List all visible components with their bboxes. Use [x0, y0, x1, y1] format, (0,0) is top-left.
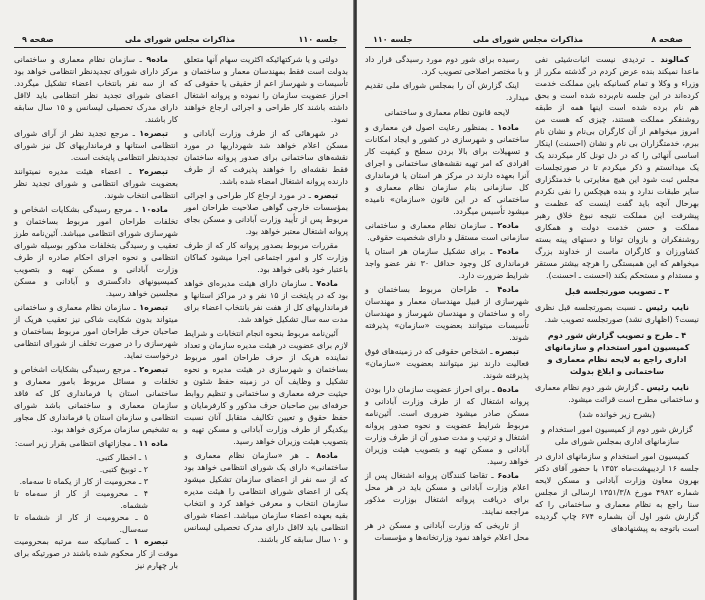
article-label: ماده۲	[497, 221, 519, 230]
article-label: نایب رئیس	[645, 303, 689, 312]
paragraph-text: گزارش شور دوم از کمیسیون امور استخدام و سازمانهای اداری بمجلس شورای ملی	[541, 425, 693, 446]
paragraph-text: ـ اشخاص حقوقی که در زمینه‌های فوق فعالیت دارند نیز میتوانند بعضویت «سازمان» پذیرفته شوند.	[365, 347, 529, 380]
paragraph-text: مقررات مربوط بصدور پروانه کار که از طرف وزارت کار و امور اجتماعی اجرا میشود کماکان باعتبار خود باقی خواهد بود.	[184, 241, 348, 274]
paragraph-text: از تاریخی که وزارت آبادانی و مسکن در هر محل اعلام خواهد نمود وزارتخانه‌ها و مؤسسات	[365, 521, 529, 542]
paragraph-text: ـ مرجع تجدید نظر از آرای شورای انتظامی استانها و فرمانداریهای کل نیز شورای تجدیدنظر انتظامی پایتخت است.	[14, 129, 178, 162]
paragraph	[365, 122, 529, 218]
page-header	[14, 33, 346, 48]
paragraph	[184, 190, 348, 238]
paragraph	[535, 382, 699, 406]
article-label: ماده۶	[497, 471, 519, 480]
article-label: تبصره۱	[139, 129, 168, 138]
paragraph-text: ـ سازمان دارای هیئت مدیره‌ای خواهد بود که در پایتخت از ۱۵ نفر و در مراکز استانها و فرمانداریهای کل از هفت نفر بانتخاب اعضاء برای مدت سه سال تشکیل خواهد شد.	[184, 279, 349, 324]
paragraph-text: ـ طراحان مربوط بساختمان و شهرسازی از قبیل مهندسان معمار و مهندسان راه و ساختمان و مهندسان شهرساز و مهندسان تأسیسات میتوانند بعضویت «سازمان» پذیرفته شوند.	[365, 285, 529, 342]
paragraph-text: ـ سازمان نظام معماری و ساختمانی مرکز دارای شورای تجدیدنظر انتظامی خواهد بود که از سه نفر بانتخاب اعضاء تشکیل میگردد. اعضای شورای تجدید نظر انتظامی باید لااقل دارای مدرک تحصیلی لیسانس و ۱۵ سال سابقه کار باشند.	[14, 55, 178, 124]
paragraph	[14, 302, 178, 362]
page-header	[365, 33, 691, 48]
right-page	[357, 0, 705, 600]
paragraph	[14, 204, 178, 300]
session-number: جلسه ۱۱۰	[298, 35, 338, 44]
text-column-left	[14, 54, 178, 574]
paragraph	[184, 328, 348, 448]
list-item	[14, 476, 178, 488]
paragraph-text: ـ سازمان نظام معماری و ساختمانی سازمانی است مستقل و دارای شخصیت حقوقی.	[365, 221, 529, 242]
list-item	[14, 488, 178, 512]
article-label: تبصره۲	[139, 365, 168, 374]
paragraph	[365, 384, 529, 468]
centered-caption	[365, 107, 529, 119]
paragraph	[365, 54, 529, 78]
paragraph	[14, 166, 178, 202]
article-label: ماده۳	[497, 247, 519, 256]
article-label: نایب رئیس	[646, 383, 690, 392]
paragraph-text: ـ مرجع رسیدگی بشکایات اشخاص و تخلفات و مسائل مربوط بامور معماری و ساختمانی استان یا فرمانداری کل که فاقد سازمان معماری و ساختمانی باشد شورای انتظامی و سازمان استان یا فرمانداری کل مجاور به تشخیص سازمان مرکزی خواهد بود.	[14, 365, 178, 434]
paragraph-text: رسیده برای شور دوم مورد رسیدگی قرار داد و با مختصر اصلاحی تصویب کرد.	[365, 55, 529, 76]
paragraph-text: ـ مرجع رسیدگی بشکایات اشخاص و تخلفات طراحان امور مربوط بساختمان و شهرسازی شورای انتظامی میباشد. آئین‌نامه طرز تعقیب و رسیدگی بتخلفات مذکور بوسیله شورای انتظامی و نحوه اجرای احکام صادره از طرف وزارت آبادانی و مسکن تهیه و بتصویب کمیسیونهای دادگستری و آبادانی و مسکن مجلسین خواهد رسید.	[14, 205, 178, 298]
paragraph-text: دولتی و یا شرکتهائیکه اکثریت سهام آنها متعلق بدولت است فقط بمهندسان معمار و ساختمان و تأسیسات و شهرساز اعم از حقیقی یا حقوقی که احراز عضویت سازمان را نموده و پروانه اشتغال داشته باشند کار طراحی و اجرائی ارجاع خواهند نمود.	[184, 55, 348, 124]
paragraph	[365, 346, 529, 382]
paragraph	[184, 128, 348, 188]
article-label: ماده۸	[316, 451, 338, 460]
article-label: کمالوند	[660, 55, 689, 64]
paragraph	[14, 536, 178, 572]
paragraph-text: در شهرهائی که از طرف وزارت آبادانی و مسکن اعلام خواهد شد شهرداریها در مورد نقشه‌های ساختمانی برای صدور پروانه ساختمان فقط نقشه‌ای را خواهند پذیرفت که از طرف دارنده پروانه اشتغال امضاء شده باشد.	[184, 129, 348, 186]
article-label: تبصره	[495, 347, 519, 356]
paragraph-text: (بشرح زیر خوانده شد)	[578, 410, 656, 419]
paragraph-text: آئین‌نامه مربوط بنحوه انجام انتخابات و شرایط لازم برای عضویت در هیئت مدیره سازمان و تعداد نماینده هریک از حرف طراحان امور مربوط بساختمان و شهرسازی در هیئت مدیره و نحوه تشکیل و وظایف آن در زمینه حفظ شئون و حیثیت حرفه معماری و ساختمانی و تنظیم روابط حرفه‌ای بین صاحبان حرف مذکور و کارفرمایان و حفظ حقوق و تعیین تکالیف متقابل آنان نسبت بیکدیگر از طرف وزارت آبادانی و مسکن تهیه و بتصویب هیئت وزیران خواهد رسید.	[184, 329, 348, 446]
text-column-left	[365, 54, 529, 546]
section-heading	[535, 286, 699, 298]
text-column-right	[184, 54, 348, 548]
paragraph-text: ۳ ـ تصویب صورتجلسه قبل	[564, 287, 670, 296]
paragraph	[184, 54, 348, 126]
paragraph	[365, 520, 529, 544]
centered-caption	[535, 409, 699, 421]
paragraph-text: ـ اعضاء هیئت مدیره نمیتوانند بعضویت شورای انتظامی و شورای تجدید نظر انتظامی انتخاب شوند.	[14, 167, 178, 200]
paragraph-text: ـ سازمان نظام معماری و ساختمانی میتواند بدون شکایت شاکی نیز تعقیب هریک از صاحبان حرف طراحان امور مربوط بساختمان و شهرسازی را در صورت تخلف از شورای انتظامی درخواست نماید.	[14, 303, 178, 360]
paragraph	[14, 438, 178, 450]
paragraph-text: ـ کسانیکه سه مرتبه بمحرومیت موقت از کار محکوم شده باشند در صورتیکه برای بار چهارم نیز	[14, 537, 178, 570]
page-number: صفحه ۹	[22, 35, 54, 44]
article-label: ماده ۱۱	[138, 439, 168, 448]
running-title: مذاکرات مجلس شورای ملی	[124, 35, 236, 44]
paragraph	[365, 246, 529, 282]
paragraph-text: ۱ ـ اخطار کتبی.	[95, 453, 148, 462]
page-number: صفحه ۸	[651, 35, 683, 44]
paragraph	[535, 54, 699, 282]
section-heading	[535, 330, 699, 378]
paragraph-text: کمیسیون امور استخدام و سازمانهای اداری در جلسه ۱۶ اردیبهشت‌ماه ۱۳۵۲ با حضور آقای دکتر بهرون معاون وزارت آبادانی و مسکن لایحه شماره ۴۹۸۲ مورخ ۱۳۵۱/۳/۸ ارسالی از مجلس سنا راجع به نظام معماری و ساختمانی را که گزارش شور اول آن بشماره ۶۷۴ چاپ گردیده است باتوجه به پیشنهادهای	[535, 452, 700, 533]
paragraph	[184, 278, 348, 326]
paragraph-text: ـ تقاضا کنندگان پروانه اشتغال پس از اعلام وزارت آبادانی و مسکن باید در هر محل برای دریافت پروانه اشتغال بوزارت مذکور مراجعه نمایند.	[365, 471, 529, 516]
article-label: ماده۴	[497, 285, 519, 294]
paragraph-text: ـ برای تشکیل سازمان هر استان یا فرمانداری کل وجود حداقل ۳۰ نفر عضو واجد شرایط ضرورت دارد.	[365, 247, 530, 280]
paragraph-text: ـ تردیدی نیست اثبات‌شیئی نفی ما‌عدا نمیکند بنده عرض کردم در گذشته مکرر از وزراء و وکلا و تمام کسانیکه باین مملکت خدمت کرده‌اند در این جلسه نام‌برده شده است و بحق هم نام برده شده است اینها همه از طبقه روشنفکر مملکت هستند، چیزی که هست من امروز میخواهم از آن کارگران بی‌نام و نشان نام ببرم، خدمتگزاران بی نام و نشان (احسنت) اینکار اساسی آنهائی را که در دل تونل کار میکردند یک یک میدانستم و ذکر میکردم تا در صورتجلسات مجلس ثبت شود این هیچ مغایرتی با خدمتگزاری سایر طبقات ندارد و بنده هیچکس را نفی نکردم بهرحال آنچه باید گفت اینست که عظمت و پیشرفت این مملکت نتیجه نبوغ خلاق رهبر مملکت و حسن خدمت دولت و همکاری روشنفکران و بازوان توانا و دستهای پینه بسته کشاورزان و کارگران ماست از خداوند بزرگ میخواهم که این همبستگی را هرچه بیشتر مستقر و مستدام و مستحکم بکند (احسنت ـ احسنت).	[535, 55, 699, 280]
paragraph-text: ـ برای احراز عضویت سازمان دارا بودن پروانه اشتغال که از طرف وزارت آبادانی و مسکن صادر میشود ضروری است. آئین‌نامه مربوط شرایط عضویت و نحوه صدور پروانه اشتغال و ترتیب و مدت صدور آن از طرف وزارت آبادانی و مسکن تهیه و بتصویب هیئت وزیران خواهد رسید.	[365, 385, 529, 466]
article-label: تبصره۱	[139, 303, 168, 312]
paragraph	[14, 128, 178, 164]
session-number: جلسه ۱۱۰	[373, 35, 413, 44]
article-label: ماده۵	[497, 385, 519, 394]
paragraph	[14, 54, 178, 126]
paragraph-text: ۴ ـ طرح و تصویب گزارش شور دوم کمیسیون امور استخدام و سازمانهای اداری راجع به لایحه نظام معماری و ساختمانی و ابلاغ بدولت	[544, 331, 690, 376]
paragraph	[365, 80, 529, 104]
paragraph	[184, 240, 348, 276]
paragraph	[365, 220, 529, 244]
paragraph-text: ـ گزارش شور دوم نظام معماری و ساختمانی مطرح است قرائت میشود.	[535, 383, 699, 404]
paragraph-text: ۳ ـ محرومیت از کار از یکماه تا سه‌ماه.	[19, 477, 148, 486]
article-label: ماده۱۰	[141, 205, 168, 214]
paragraph	[535, 302, 699, 326]
paragraph	[535, 451, 699, 535]
running-title: مذاکرات مجلس شورای ملی	[472, 35, 584, 44]
paragraph	[365, 284, 529, 344]
paragraph-text: ـ نسبت بصورتجلسه قبل نظری نیست؟ (اظهاری نشد) صورتجلسه تصویب شد.	[535, 303, 699, 324]
paragraph-text: ـ مجازاتهای انتظامی بقرار زیر است:	[14, 439, 139, 448]
list-item	[14, 512, 178, 536]
article-label: تبصره۲	[139, 167, 168, 176]
article-label: ماده۷	[316, 279, 338, 288]
paragraph	[184, 450, 348, 546]
paragraph-text: ـ هر «سازمان نظام معماری و ساختمانی» دارای یک شورای انتظامی خواهد بود که از سه نفر از اعضای سازمان تشکیل میشود یکی از اعضای شورای انتظامی را هیئت مدیره سازمان انتخاب و معرفی خواهد کرد و انتخاب بقیه بعهده اعضاء سازمان میباشد. اعضاء شورای انتظامی باید لااقل دارای مدرک تحصیلی لیسانس و ۱۰ سال سابقه کار باشند.	[184, 451, 348, 544]
paragraph-text: اینک گزارش آن را بمجلس شورای ملی تقدیم میدارد.	[365, 81, 529, 102]
paragraph	[365, 470, 529, 518]
centered-caption	[535, 424, 699, 448]
paragraph	[14, 364, 178, 436]
article-label: تبصره ۱	[133, 537, 168, 546]
article-label: ماده۹	[146, 55, 168, 64]
paragraph-text: ـ بمنظور رعایت اصول فن معماری و ساختمانی و شهرسازی در کشور و ایجاد امکانات و تسهیلات برای بالا بردن سطح و کیفیت کار افرادی که امر تهیه نقشه‌های ساختمانی و اجرای آنرا بعهده دارند در مرکز هر استان یا فرمانداری کل سازمانی بنام سازمان نظام معماری و ساختمانی که در این قانون «سازمان» نامیده میشود تأسیس میگردد.	[365, 123, 529, 216]
article-label: ماده۱	[497, 123, 519, 132]
list-item	[14, 464, 178, 476]
paragraph-text: لایحه قانون نظام معماری و ساختمانی	[384, 108, 510, 117]
text-column-right	[535, 54, 699, 537]
paragraph-text: ۴ ـ محرومیت از کار از سه‌ماه تا ششماه.	[14, 489, 148, 510]
paragraph-text: ۲ ـ توبیخ کتبی.	[99, 465, 148, 474]
paragraph-text: ـ در مورد ارجاع کار طراحی و اجرائی بمؤسسات خارجی گواهی صلاحیت طراحان امور مربوط پس از تأیید وزارت آبادانی و مسکن بجای پروانه اشتغال معتبر خواهد بود.	[184, 191, 348, 236]
paragraph-text: ۵ ـ محرومیت از کار از ششماه تا سه‌سال.	[14, 513, 148, 534]
list-item	[14, 452, 178, 464]
article-label: تبصره	[314, 191, 338, 200]
